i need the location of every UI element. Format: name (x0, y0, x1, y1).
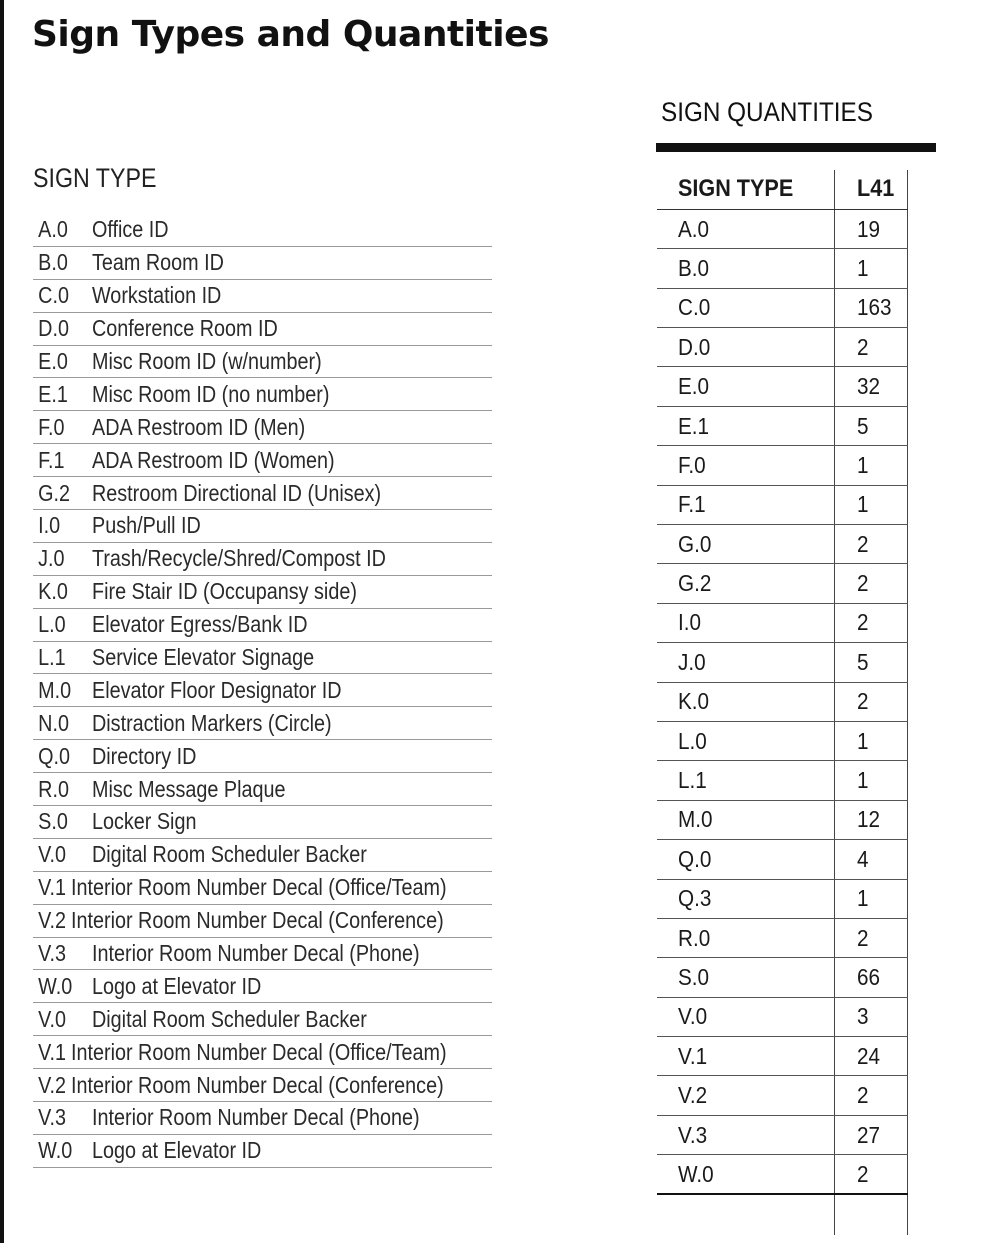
sign-code: V.2 (38, 907, 67, 934)
sign-quantities-body (657, 209, 908, 1194)
quantity-cell: 2 (834, 328, 908, 367)
sign-type-cell: B.0 (657, 249, 834, 288)
table-row (657, 446, 908, 485)
sign-type-cell: D.0 (657, 328, 834, 367)
heavy-divider (656, 143, 936, 152)
sign-type-cell: G.0 (657, 525, 834, 564)
sign-type-cell: E.0 (657, 367, 834, 406)
sign-description: ADA Restroom ID (Women) (92, 446, 335, 473)
list-item (33, 970, 492, 1003)
sign-type-cell: A.0 (657, 209, 834, 248)
quantity-cell: 2 (834, 564, 908, 603)
sign-type-cell: I.0 (657, 603, 834, 642)
sign-code: B.0 (38, 249, 68, 276)
quantity-cell: 1 (834, 446, 908, 485)
sign-type-cell: S.0 (657, 958, 834, 997)
list-item (33, 280, 492, 313)
table-row (657, 879, 908, 918)
list-item (33, 346, 492, 379)
table-row (657, 1155, 908, 1194)
sign-type-cell: V.1 (657, 1037, 834, 1076)
sign-description: Interior Room Number Decal (Phone) (92, 940, 420, 967)
quantity-cell: 2 (834, 682, 908, 721)
sign-description: Interior Room Number Decal (Conference) (71, 1071, 445, 1098)
quantity-cell: 5 (834, 406, 908, 445)
quantity-cell: 5 (834, 643, 908, 682)
sign-type-cell: R.0 (657, 918, 834, 957)
list-item (33, 313, 492, 346)
sign-description: Elevator Egress/Bank ID (92, 611, 308, 638)
sign-description: Fire Stair ID (Occupansy side) (92, 578, 357, 605)
list-item (33, 872, 492, 905)
list-item (33, 674, 492, 707)
table-header-row (657, 170, 908, 209)
table-edge-extension (907, 1195, 908, 1235)
quantity-cell: 1 (834, 721, 908, 760)
table-row (657, 721, 908, 760)
quantity-cell: 12 (834, 800, 908, 839)
sign-code: W.0 (38, 1137, 73, 1164)
list-item (33, 609, 492, 642)
quantity-cell: 2 (834, 1155, 908, 1194)
sign-type-cell: F.1 (657, 485, 834, 524)
sign-type-list (33, 214, 492, 1168)
table-row (657, 997, 908, 1036)
table-row (657, 682, 908, 721)
table-row (657, 249, 908, 288)
sign-description: Workstation ID (92, 282, 222, 309)
sign-type-cell: W.0 (657, 1155, 834, 1194)
sign-description: Interior Room Number Decal (Office/Team) (71, 1038, 447, 1065)
column-header-l41: L41 (834, 170, 908, 209)
sign-description: Conference Room ID (92, 315, 278, 342)
quantity-cell: 1 (834, 485, 908, 524)
sign-description: Interior Room Number Decal (Phone) (92, 1104, 420, 1131)
table-row (657, 603, 908, 642)
sign-quantities-heading: SIGN QUANTITIES (661, 97, 873, 127)
list-item (33, 905, 492, 938)
sign-code: V.3 (38, 1104, 67, 1131)
sign-type-cell: L.0 (657, 721, 834, 760)
sign-code: V.2 (38, 1071, 67, 1098)
sign-code: M.0 (38, 676, 72, 703)
sign-description: Push/Pull ID (92, 512, 201, 539)
sign-type-cell: M.0 (657, 800, 834, 839)
sign-code: F.0 (38, 413, 65, 440)
column-header-sign-type: SIGN TYPE (657, 170, 834, 209)
table-row (657, 800, 908, 839)
sign-code: K.0 (38, 578, 68, 605)
sign-type-heading: SIGN TYPE (33, 163, 157, 193)
list-item (33, 839, 492, 872)
sign-code: D.0 (38, 315, 69, 342)
sign-type-cell: C.0 (657, 288, 834, 327)
sign-type-cell: Q.0 (657, 840, 834, 879)
table-row (657, 485, 908, 524)
table-row (657, 288, 908, 327)
table-row (657, 525, 908, 564)
list-item (33, 642, 492, 675)
left-edge-bar (0, 0, 4, 1243)
sign-description: Logo at Elevator ID (92, 1137, 262, 1164)
quantity-cell: 2 (834, 603, 908, 642)
sign-description: Misc Room ID (no number) (92, 380, 330, 407)
sign-type-cell: G.2 (657, 564, 834, 603)
table-row (657, 761, 908, 800)
sign-description: Service Elevator Signage (92, 644, 315, 671)
sign-code: F.1 (38, 446, 65, 473)
table-row (657, 1115, 908, 1154)
list-item (33, 1102, 492, 1135)
sign-code: V.3 (38, 940, 67, 967)
sign-code: L.0 (38, 611, 66, 638)
sign-description: Elevator Floor Designator ID (92, 676, 342, 703)
list-item (33, 938, 492, 971)
quantity-cell: 24 (834, 1037, 908, 1076)
table-row (657, 958, 908, 997)
table-column-extension (834, 1195, 835, 1235)
list-item (33, 477, 492, 510)
sign-code: J.0 (38, 545, 65, 572)
sign-type-cell: F.0 (657, 446, 834, 485)
list-item (33, 1003, 492, 1036)
quantity-cell: 1 (834, 879, 908, 918)
sign-code: R.0 (38, 775, 69, 802)
sign-description: Interior Room Number Decal (Conference) (71, 907, 445, 934)
sign-quantities-table (657, 170, 908, 1195)
sign-type-cell: V.2 (657, 1076, 834, 1115)
sign-type-cell: J.0 (657, 643, 834, 682)
quantity-cell: 3 (834, 997, 908, 1036)
table-row (657, 209, 908, 248)
sign-description: Team Room ID (92, 249, 224, 276)
sign-type-cell: K.0 (657, 682, 834, 721)
quantity-cell: 27 (834, 1115, 908, 1154)
list-item (33, 740, 492, 773)
list-item (33, 806, 492, 839)
table-row (657, 1037, 908, 1076)
sign-code: C.0 (38, 282, 69, 309)
page-title: Sign Types and Quantities (32, 14, 549, 55)
sign-code: G.2 (38, 479, 71, 506)
list-item (33, 378, 492, 411)
list-item (33, 707, 492, 740)
table-row (657, 328, 908, 367)
sign-description: Distraction Markers (Circle) (92, 709, 332, 736)
sign-description: Restroom Directional ID (Unisex) (92, 479, 382, 506)
sign-description: Office ID (92, 216, 169, 243)
quantity-cell: 32 (834, 367, 908, 406)
sign-code: V.0 (38, 1005, 67, 1032)
sign-code: V.0 (38, 841, 67, 868)
sign-code: E.1 (38, 380, 68, 407)
sign-code: E.0 (38, 348, 68, 374)
list-item (33, 543, 492, 576)
quantity-cell: 19 (834, 209, 908, 248)
quantity-cell: 66 (834, 958, 908, 997)
sign-description: Trash/Recycle/Shred/Compost ID (92, 545, 386, 572)
sign-code: S.0 (38, 808, 68, 835)
list-item (33, 773, 492, 806)
sign-description: Interior Room Number Decal (Office/Team) (71, 874, 447, 901)
list-item (33, 247, 492, 280)
sign-code: L.1 (38, 644, 66, 671)
quantity-cell: 163 (834, 288, 908, 327)
sign-description: Misc Room ID (w/number) (92, 348, 322, 374)
sign-type-cell: L.1 (657, 761, 834, 800)
quantity-cell: 4 (834, 840, 908, 879)
list-item (33, 576, 492, 609)
list-item (33, 1036, 492, 1069)
sign-description: Digital Room Scheduler Backer (92, 1005, 367, 1032)
sign-code: W.0 (38, 972, 73, 999)
table-row (657, 406, 908, 445)
sign-type-cell: Q.3 (657, 879, 834, 918)
quantity-cell: 2 (834, 1076, 908, 1115)
sign-code: Q.0 (38, 742, 71, 769)
sign-code: N.0 (38, 709, 69, 736)
sign-code: V.1 (38, 874, 67, 901)
sign-description: Logo at Elevator ID (92, 972, 262, 999)
table-row (657, 918, 908, 957)
sign-code: A.0 (38, 216, 68, 243)
list-item (33, 444, 492, 477)
list-item (33, 214, 492, 247)
table-row (657, 643, 908, 682)
table-row (657, 840, 908, 879)
list-item (33, 411, 492, 444)
sign-type-cell: V.0 (657, 997, 834, 1036)
quantity-cell: 1 (834, 761, 908, 800)
table-row (657, 367, 908, 406)
sign-description: Digital Room Scheduler Backer (92, 841, 367, 868)
sign-type-cell: E.1 (657, 406, 834, 445)
sign-type-cell: V.3 (657, 1115, 834, 1154)
sign-code: V.1 (38, 1038, 67, 1065)
sign-description: Directory ID (92, 742, 197, 769)
sign-code: I.0 (38, 512, 61, 539)
quantity-cell: 1 (834, 249, 908, 288)
sign-description: Misc Message Plaque (92, 775, 286, 802)
list-item (33, 1069, 492, 1102)
list-item (33, 1135, 492, 1168)
list-item (33, 510, 492, 543)
table-row (657, 564, 908, 603)
sign-description: Locker Sign (92, 808, 197, 835)
sign-description: ADA Restroom ID (Men) (92, 413, 306, 440)
quantity-cell: 2 (834, 918, 908, 957)
table-row (657, 1076, 908, 1115)
quantity-cell: 2 (834, 525, 908, 564)
